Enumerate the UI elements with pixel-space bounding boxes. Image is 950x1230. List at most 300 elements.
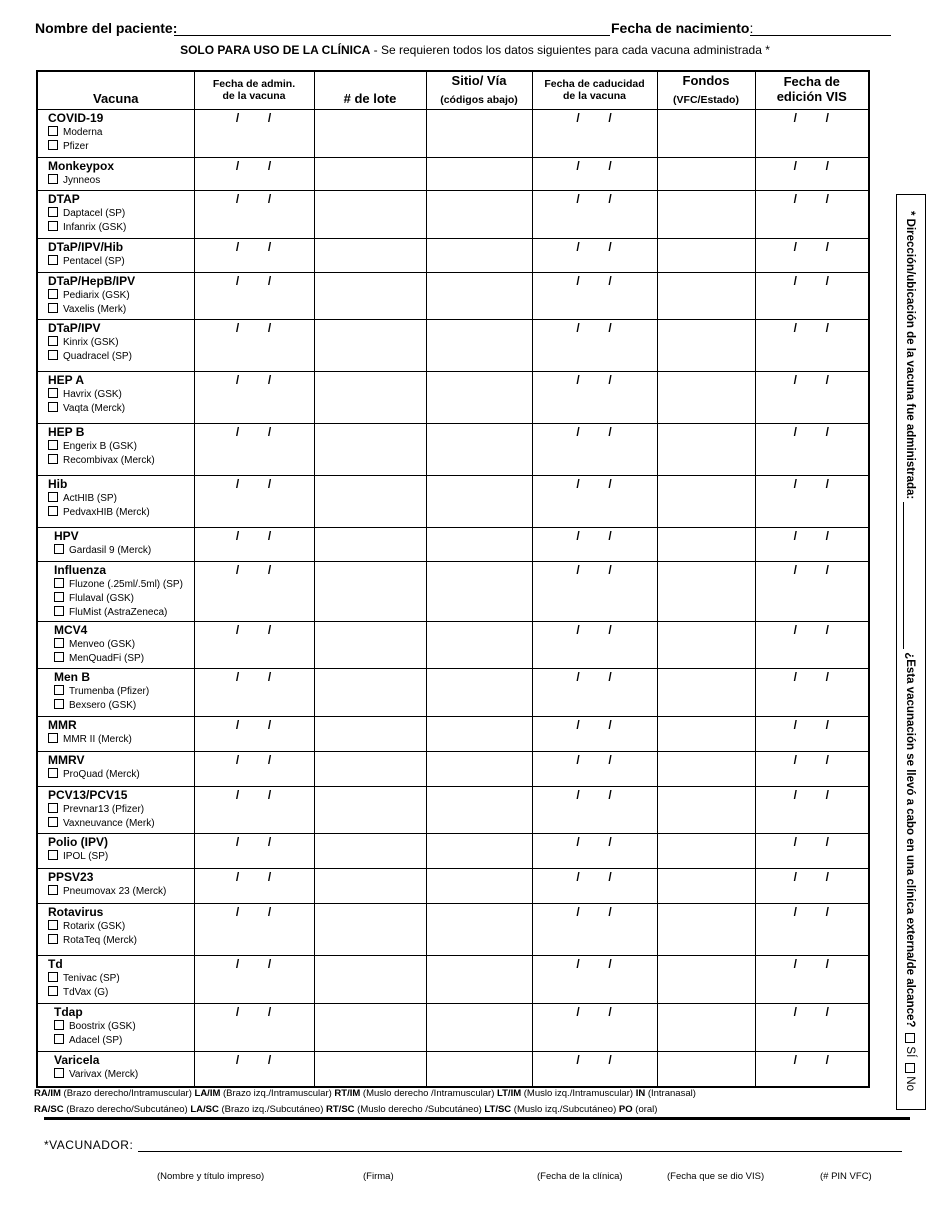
expiration-date-cell[interactable] <box>532 668 657 716</box>
date-slash: / <box>608 1004 613 1019</box>
checkbox[interactable] <box>48 733 58 743</box>
vacunador-field[interactable] <box>138 1138 902 1152</box>
vaccine-name: DTaP/HepB/IPV <box>48 273 136 288</box>
yes-checkbox[interactable] <box>905 1033 915 1043</box>
admin-date-cell[interactable] <box>194 1003 314 1051</box>
vaccine-option[interactable] <box>38 685 194 699</box>
lot-cell[interactable] <box>314 190 426 238</box>
date-slash: / <box>825 869 830 884</box>
expiration-date-cell[interactable] <box>532 238 657 272</box>
vaccine-option[interactable] <box>38 506 194 520</box>
site-cell[interactable] <box>426 668 532 716</box>
checkbox[interactable] <box>54 1068 64 1078</box>
admin-date-cell[interactable] <box>194 319 314 371</box>
expiration-date-cell[interactable] <box>532 833 657 868</box>
expiration-date-cell[interactable] <box>532 475 657 527</box>
vaccine-option[interactable] <box>38 303 194 317</box>
date-slash: / <box>267 110 273 125</box>
site-cell[interactable] <box>426 1051 532 1087</box>
vaccine-name: COVID-19 <box>48 110 104 125</box>
yes-label: SÍ <box>904 1046 916 1058</box>
lot-cell[interactable] <box>314 157 426 190</box>
funding-cell[interactable] <box>657 272 755 319</box>
lot-cell[interactable] <box>314 238 426 272</box>
vaccine-option-label: Kinrix (GSK) <box>63 336 119 348</box>
checkbox[interactable] <box>54 606 64 616</box>
date-slash: / <box>793 158 798 173</box>
site-cell[interactable] <box>426 319 532 371</box>
vaccine-cell <box>37 423 194 475</box>
checkbox[interactable] <box>54 652 64 662</box>
vaccine-option[interactable] <box>38 986 194 1000</box>
route-code-desc: (Intranasal) <box>645 1088 696 1099</box>
site-cell[interactable] <box>426 955 532 1003</box>
expiration-date-cell[interactable] <box>532 272 657 319</box>
vaccine-option[interactable] <box>38 638 194 652</box>
date-slash: / <box>576 528 581 543</box>
date-slash: / <box>235 372 241 387</box>
vis-date-cell[interactable] <box>755 423 869 475</box>
vaccine-option[interactable] <box>38 1034 194 1048</box>
admin-date-cell[interactable] <box>194 423 314 475</box>
site-cell[interactable] <box>426 109 532 157</box>
vaccine-option[interactable] <box>38 592 194 606</box>
expiration-date-cell[interactable] <box>532 716 657 751</box>
date-slash: / <box>793 372 798 387</box>
vaccine-option-label: RotaTeq (Merck) <box>63 934 137 946</box>
vaccine-option[interactable] <box>38 1020 194 1034</box>
date-slash: / <box>576 904 581 919</box>
site-cell[interactable] <box>426 621 532 668</box>
expiration-date-cell[interactable] <box>532 109 657 157</box>
expiration-date-cell[interactable] <box>532 190 657 238</box>
location-field[interactable] <box>904 502 917 649</box>
vaccine-option-label: Boostrix (GSK) <box>69 1020 136 1032</box>
vaccine-option[interactable] <box>38 578 194 592</box>
expiration-date-cell[interactable] <box>532 561 657 621</box>
vaccine-option-label: IPOL (SP) <box>63 850 109 862</box>
admin-date-cell[interactable] <box>194 109 314 157</box>
admin-date-cell[interactable] <box>194 668 314 716</box>
site-cell[interactable] <box>426 190 532 238</box>
checkbox[interactable] <box>48 850 58 860</box>
vaccine-option[interactable] <box>38 140 194 154</box>
lot-cell[interactable] <box>314 903 426 955</box>
date-slash: / <box>825 562 830 577</box>
checkbox[interactable] <box>48 140 58 150</box>
route-code: IN <box>635 1088 646 1099</box>
checkbox[interactable] <box>48 289 58 299</box>
vis-date-cell[interactable] <box>755 238 869 272</box>
vaccine-option[interactable] <box>38 817 194 831</box>
vaccine-name: PCV13/PCV15 <box>48 787 128 802</box>
vis-date-cell[interactable] <box>755 903 869 955</box>
checkbox[interactable] <box>48 221 58 231</box>
lot-cell[interactable] <box>314 786 426 833</box>
vaccine-option-label: Engerix B (GSK) <box>63 440 137 452</box>
admin-date-cell[interactable] <box>194 527 314 561</box>
vaccine-option[interactable] <box>38 454 194 468</box>
expiration-date-cell[interactable] <box>532 868 657 903</box>
vaccine-option-label: ProQuad (Merck) <box>63 768 140 780</box>
expiration-date-cell[interactable] <box>532 423 657 475</box>
funding-cell[interactable] <box>657 786 755 833</box>
date-slash: / <box>576 1052 581 1067</box>
vaccine-cell <box>37 786 194 833</box>
date-slash: / <box>825 1052 830 1067</box>
site-cell[interactable] <box>426 1003 532 1051</box>
route-code-desc: (Brazo izq./Intramuscular) <box>220 1088 335 1099</box>
vis-date-cell[interactable] <box>755 157 869 190</box>
lot-cell[interactable] <box>314 868 426 903</box>
admin-date-cell[interactable] <box>194 751 314 786</box>
funding-cell[interactable] <box>657 716 755 751</box>
funding-cell[interactable] <box>657 190 755 238</box>
site-cell[interactable] <box>426 833 532 868</box>
expiration-date-cell[interactable] <box>532 621 657 668</box>
vaccine-name: MMR <box>48 717 77 732</box>
patient-name-field[interactable] <box>174 21 610 36</box>
funding-cell[interactable] <box>657 475 755 527</box>
funding-cell[interactable] <box>657 109 755 157</box>
lot-cell[interactable] <box>314 423 426 475</box>
checkbox[interactable] <box>48 768 58 778</box>
vis-date-cell[interactable] <box>755 561 869 621</box>
vis-date-cell[interactable] <box>755 786 869 833</box>
sig-signature: (Firma) <box>363 1171 394 1182</box>
vaccine-option-label: PedvaxHIB (Merck) <box>63 506 150 518</box>
vaccine-cell <box>37 1051 194 1087</box>
checkbox[interactable] <box>54 592 64 602</box>
vaccine-option[interactable] <box>38 934 194 948</box>
date-slash: / <box>608 528 613 543</box>
vaccine-option[interactable] <box>38 255 194 269</box>
lot-cell[interactable] <box>314 751 426 786</box>
checkbox[interactable] <box>54 578 64 588</box>
vaccine-option[interactable] <box>38 174 194 188</box>
expiration-date-cell[interactable] <box>532 1003 657 1051</box>
expiration-date-cell[interactable] <box>532 527 657 561</box>
site-cell[interactable] <box>426 475 532 527</box>
dob-field[interactable] <box>750 21 891 36</box>
checkbox[interactable] <box>54 638 64 648</box>
date-slash: / <box>608 669 613 684</box>
expiration-date-cell[interactable] <box>532 157 657 190</box>
date-slash: / <box>825 320 830 335</box>
vis-date-cell[interactable] <box>755 1051 869 1087</box>
checkbox[interactable] <box>48 920 58 930</box>
checkbox[interactable] <box>54 699 64 709</box>
site-cell[interactable] <box>426 423 532 475</box>
checkbox[interactable] <box>54 1034 64 1044</box>
admin-date-cell[interactable] <box>194 903 314 955</box>
col-vis: Fecha de edición VIS <box>755 71 869 109</box>
checkbox[interactable] <box>48 336 58 346</box>
vaccine-option[interactable] <box>38 972 194 986</box>
checkbox[interactable] <box>54 685 64 695</box>
site-cell[interactable] <box>426 238 532 272</box>
lot-cell[interactable] <box>314 527 426 561</box>
checkbox[interactable] <box>48 126 58 136</box>
lot-cell[interactable] <box>314 716 426 751</box>
expiration-date-cell[interactable] <box>532 786 657 833</box>
admin-date-cell[interactable] <box>194 868 314 903</box>
date-slash: / <box>576 622 581 637</box>
vaccine-option[interactable] <box>38 768 194 782</box>
vaccine-option-label: Gardasil 9 (Merck) <box>69 544 152 556</box>
date-slash: / <box>825 717 830 732</box>
date-slash: / <box>267 528 273 543</box>
vaccine-option[interactable] <box>38 803 194 817</box>
lot-cell[interactable] <box>314 319 426 371</box>
vaccine-option[interactable] <box>38 492 194 506</box>
funding-cell[interactable] <box>657 1051 755 1087</box>
lot-cell[interactable] <box>314 955 426 1003</box>
funding-cell[interactable] <box>657 621 755 668</box>
checkbox[interactable] <box>48 986 58 996</box>
vaccine-option[interactable] <box>38 885 194 899</box>
site-cell[interactable] <box>426 903 532 955</box>
expiration-date-cell[interactable] <box>532 319 657 371</box>
expiration-date-cell[interactable] <box>532 955 657 1003</box>
checkbox[interactable] <box>48 454 58 464</box>
vaccine-option[interactable] <box>38 126 194 140</box>
admin-date-cell[interactable] <box>194 475 314 527</box>
table-row <box>37 561 869 621</box>
date-slash: / <box>235 669 241 684</box>
sig-pin: (# PIN VFC) <box>820 1171 872 1182</box>
date-slash: / <box>608 869 613 884</box>
vaccine-name: Polio (IPV) <box>48 834 108 849</box>
vaccine-option-label: Trumenba (Pfizer) <box>69 685 150 697</box>
funding-cell[interactable] <box>657 561 755 621</box>
vaccine-option[interactable] <box>38 733 194 747</box>
date-slash: / <box>608 110 613 125</box>
date-slash: / <box>576 320 581 335</box>
col-fondos: Fondos (VFC/Estado) <box>657 71 755 109</box>
checkbox[interactable] <box>48 885 58 895</box>
vis-date-cell[interactable] <box>755 371 869 423</box>
vaccine-option[interactable] <box>38 221 194 235</box>
vaccine-option[interactable] <box>38 207 194 221</box>
vaccine-option[interactable] <box>38 850 194 864</box>
sig-name-title: (Nombre y título impreso) <box>157 1171 265 1182</box>
expiration-date-cell[interactable] <box>532 371 657 423</box>
vis-date-cell[interactable] <box>755 668 869 716</box>
vaccine-name: Td <box>48 956 63 971</box>
admin-date-cell[interactable] <box>194 786 314 833</box>
admin-date-cell[interactable] <box>194 238 314 272</box>
col-lote: # de lote <box>314 71 426 109</box>
vaccine-option[interactable] <box>38 440 194 454</box>
checkbox[interactable] <box>48 492 58 502</box>
date-slash: / <box>825 424 830 439</box>
checkbox[interactable] <box>48 207 58 217</box>
checkbox[interactable] <box>48 506 58 516</box>
vaccine-option[interactable] <box>38 402 194 416</box>
vaccine-option[interactable] <box>38 350 194 364</box>
date-slash: / <box>825 158 830 173</box>
funding-cell[interactable] <box>657 868 755 903</box>
admin-date-cell[interactable] <box>194 190 314 238</box>
checkbox[interactable] <box>48 174 58 184</box>
date-slash: / <box>793 622 798 637</box>
checkbox[interactable] <box>54 1020 64 1030</box>
date-slash: / <box>576 476 581 491</box>
date-slash: / <box>793 320 798 335</box>
vaccine-option[interactable] <box>38 544 194 558</box>
lot-cell[interactable] <box>314 668 426 716</box>
funding-cell[interactable] <box>657 423 755 475</box>
vaccine-option[interactable] <box>38 388 194 402</box>
checkbox[interactable] <box>48 303 58 313</box>
funding-cell[interactable] <box>657 751 755 786</box>
date-slash: / <box>267 956 273 971</box>
vis-date-cell[interactable] <box>755 109 869 157</box>
funding-cell[interactable] <box>657 1003 755 1051</box>
checkbox[interactable] <box>48 817 58 827</box>
vaccine-option-label: Rotarix (GSK) <box>63 920 126 932</box>
date-slash: / <box>267 904 273 919</box>
date-slash: / <box>793 717 798 732</box>
lot-cell[interactable] <box>314 833 426 868</box>
date-slash: / <box>793 273 798 288</box>
route-codes-line-1 <box>34 1088 696 1099</box>
checkbox[interactable] <box>48 803 58 813</box>
vaccine-option[interactable] <box>38 289 194 303</box>
date-slash: / <box>608 622 613 637</box>
vis-date-cell[interactable] <box>755 621 869 668</box>
vaccine-option[interactable] <box>38 336 194 350</box>
date-slash: / <box>825 110 830 125</box>
vaccine-option[interactable] <box>38 699 194 713</box>
site-cell[interactable] <box>426 561 532 621</box>
date-slash: / <box>267 476 273 491</box>
vaccine-cell <box>37 1003 194 1051</box>
checkbox[interactable] <box>48 350 58 360</box>
date-slash: / <box>825 669 830 684</box>
date-slash: / <box>793 239 798 254</box>
funding-cell[interactable] <box>657 238 755 272</box>
admin-date-cell[interactable] <box>194 621 314 668</box>
checkbox[interactable] <box>48 255 58 265</box>
lot-cell[interactable] <box>314 1051 426 1087</box>
date-slash: / <box>235 562 241 577</box>
site-cell[interactable] <box>426 868 532 903</box>
checkbox[interactable] <box>54 544 64 554</box>
vaccine-cell <box>37 716 194 751</box>
table-row <box>37 868 869 903</box>
admin-date-cell[interactable] <box>194 955 314 1003</box>
date-slash: / <box>825 752 830 767</box>
vaccine-cell <box>37 833 194 868</box>
vis-date-cell[interactable] <box>755 190 869 238</box>
date-slash: / <box>608 1052 613 1067</box>
vaccine-name: MCV4 <box>54 622 88 637</box>
lot-cell[interactable] <box>314 475 426 527</box>
vis-date-cell[interactable] <box>755 527 869 561</box>
expiration-date-cell[interactable] <box>532 903 657 955</box>
date-slash: / <box>608 752 613 767</box>
vaccine-option[interactable] <box>38 606 194 620</box>
lot-cell[interactable] <box>314 561 426 621</box>
vaccine-option[interactable] <box>38 1068 194 1082</box>
funding-cell[interactable] <box>657 319 755 371</box>
no-checkbox[interactable] <box>905 1063 915 1073</box>
expiration-date-cell[interactable] <box>532 751 657 786</box>
vis-date-cell[interactable] <box>755 833 869 868</box>
admin-date-cell[interactable] <box>194 371 314 423</box>
vis-date-cell[interactable] <box>755 1003 869 1051</box>
checkbox[interactable] <box>48 934 58 944</box>
funding-cell[interactable] <box>657 527 755 561</box>
admin-date-cell[interactable] <box>194 272 314 319</box>
checkbox[interactable] <box>48 972 58 982</box>
lot-cell[interactable] <box>314 621 426 668</box>
vaccine-cell <box>37 751 194 786</box>
checkbox[interactable] <box>48 440 58 450</box>
date-slash: / <box>576 956 581 971</box>
vaccine-option-label: Infanrix (GSK) <box>63 221 127 233</box>
vaccine-cell <box>37 157 194 190</box>
funding-cell[interactable] <box>657 668 755 716</box>
site-cell[interactable] <box>426 527 532 561</box>
funding-cell[interactable] <box>657 157 755 190</box>
vaccine-option[interactable] <box>38 920 194 934</box>
checkbox[interactable] <box>48 388 58 398</box>
vis-date-cell[interactable] <box>755 716 869 751</box>
site-cell[interactable] <box>426 272 532 319</box>
vis-date-cell[interactable] <box>755 272 869 319</box>
vaccine-cell <box>37 955 194 1003</box>
site-cell[interactable] <box>426 786 532 833</box>
vis-date-cell[interactable] <box>755 868 869 903</box>
funding-cell[interactable] <box>657 903 755 955</box>
route-code: RT/SC <box>326 1104 355 1115</box>
admin-date-cell[interactable] <box>194 833 314 868</box>
admin-date-cell[interactable] <box>194 561 314 621</box>
vis-date-cell[interactable] <box>755 751 869 786</box>
vis-date-cell[interactable] <box>755 475 869 527</box>
checkbox[interactable] <box>48 402 58 412</box>
vaccine-name: Varicela <box>54 1052 100 1067</box>
vaccine-option-label: Havrix (GSK) <box>63 388 122 400</box>
date-slash: / <box>608 787 613 802</box>
funding-cell[interactable] <box>657 371 755 423</box>
vaccine-option[interactable] <box>38 652 194 666</box>
admin-date-cell[interactable] <box>194 716 314 751</box>
vis-date-cell[interactable] <box>755 955 869 1003</box>
expiration-date-cell[interactable] <box>532 1051 657 1087</box>
table-row <box>37 668 869 716</box>
site-cell[interactable] <box>426 751 532 786</box>
site-cell[interactable] <box>426 157 532 190</box>
site-cell[interactable] <box>426 716 532 751</box>
funding-cell[interactable] <box>657 833 755 868</box>
admin-date-cell[interactable] <box>194 157 314 190</box>
vis-date-cell[interactable] <box>755 319 869 371</box>
lot-cell[interactable] <box>314 1003 426 1051</box>
date-slash: / <box>793 904 798 919</box>
sig-clinic-date: (Fecha de la clínica) <box>537 1171 623 1182</box>
funding-cell[interactable] <box>657 955 755 1003</box>
lot-cell[interactable] <box>314 371 426 423</box>
lot-cell[interactable] <box>314 272 426 319</box>
vaccine-name: DTaP/IPV/Hib <box>48 239 124 254</box>
admin-date-cell[interactable] <box>194 1051 314 1087</box>
site-cell[interactable] <box>426 371 532 423</box>
lot-cell[interactable] <box>314 109 426 157</box>
